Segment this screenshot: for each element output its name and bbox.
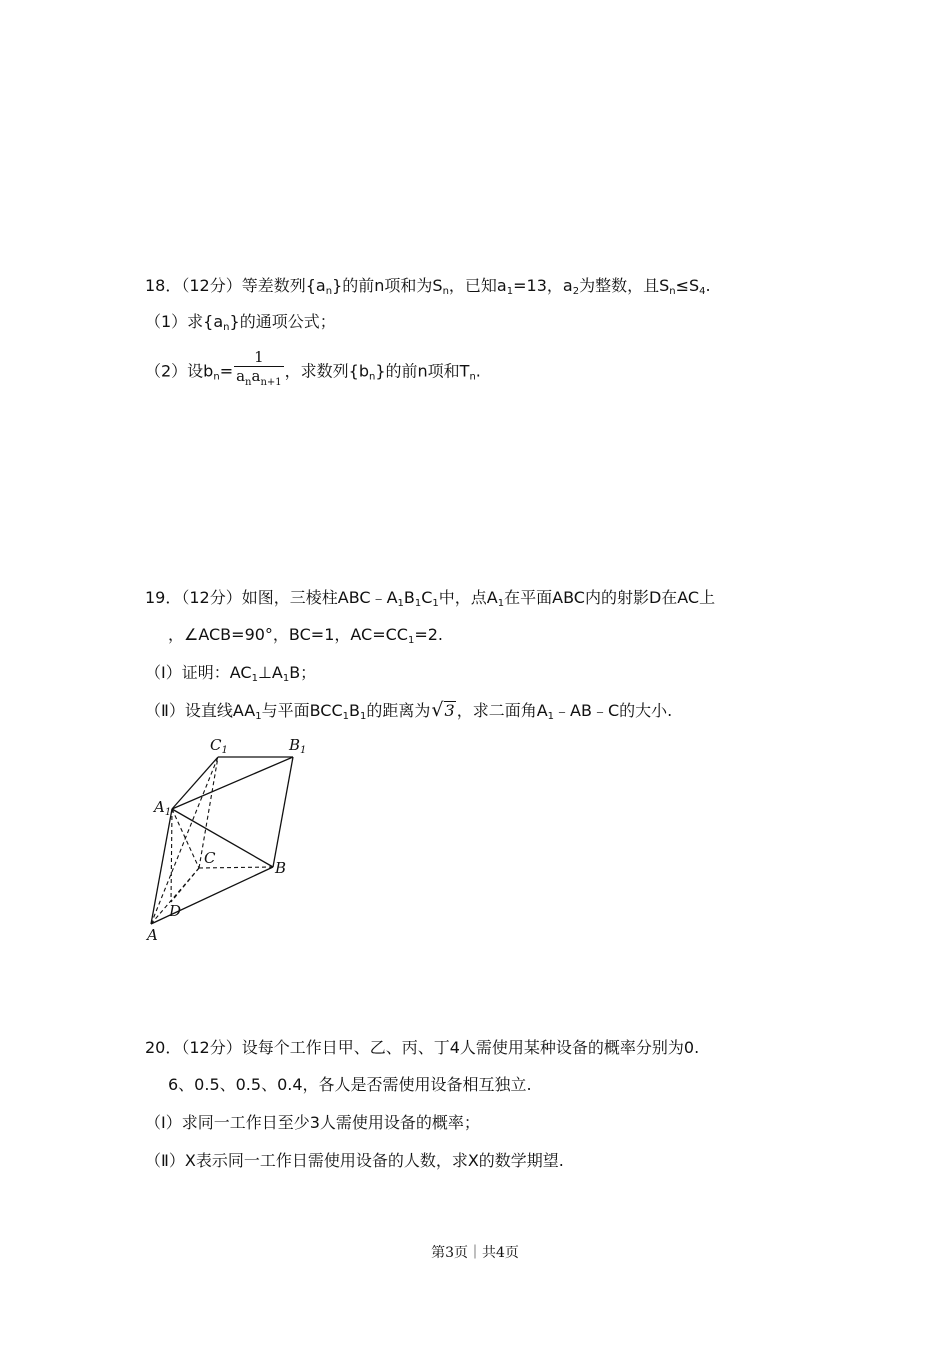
q18-score: （12分） — [181, 276, 242, 295]
label-B1: $B_1$ — [289, 736, 307, 756]
q20-part2: （Ⅱ）X表示同一工作日需使用设备的人数，求X的数学期望. — [145, 1151, 564, 1170]
q18-part1: （1）求$\{a_n\}$的通项公式； — [145, 312, 336, 333]
edge-CD — [171, 868, 199, 902]
label-A1: $A_1$ — [154, 798, 172, 818]
q19-stem-cont: ，∠ACB=90°，BC=1，$AC=CC_1=2$. — [168, 625, 444, 646]
edge-B1B — [273, 757, 293, 867]
q18-number: 18． — [145, 276, 182, 295]
q19-score: （12分） — [181, 588, 242, 607]
q20-stem: 20．（12分）设每个工作日甲、乙、丙、丁4人需使用某种设备的概率分别为0. — [145, 1038, 700, 1057]
edge-A1B — [172, 809, 273, 867]
q19-part1: （Ⅰ）证明：$AC_1\perp A_1B$； — [145, 663, 317, 684]
q19-stem: 19．（12分）如图，三棱柱$ABC﹣A_1B_1C_1$中，点$A_1$在平面ABC内的射影D在AC上 — [145, 588, 716, 609]
label-B: B — [275, 859, 287, 877]
q19-sqrt: √ 3 — [431, 699, 455, 721]
label-C1: $C_1$ — [210, 736, 228, 756]
q19-number: 19． — [145, 588, 182, 607]
q18-stem: 18．（12分）等差数列$\{a_n\}$的前n项和为$S_n$，已知$a_1=13$，$a_2$为整数，且$S_n\le S_4$. — [145, 276, 711, 297]
label-D: D — [169, 902, 182, 920]
edge-A1D — [171, 809, 172, 902]
q20-part1: （Ⅰ）求同一工作日至少3人需使用设备的概率； — [145, 1113, 480, 1132]
edge-A1B1 — [172, 757, 293, 809]
edge-A1C1 — [172, 757, 218, 809]
edge-CB — [199, 867, 273, 868]
label-C: C — [204, 849, 216, 867]
q18-part2: （2）设$b_n=$ $\frac{1}{a_na_{n+1}}$ ，求数列$\{b_n\}$的前n项和$T_n$. — [145, 350, 481, 394]
q20-score: （12分） — [181, 1038, 242, 1057]
prism-figure — [140, 732, 330, 947]
q20-stem-cont: 6、0.5、0.5、0.4，各人是否需使用设备相互独立. — [168, 1075, 532, 1094]
label-A: A — [147, 926, 158, 944]
q18-fraction: $\frac{1}{a_na_{n+1}}$ — [236, 348, 282, 388]
q19-part2: （Ⅱ）设直线$AA_1$与平面$BCC_1B_1$的距离为 √ 3 ，求二面角$A_1﹣AB﹣C$的大小. — [145, 699, 673, 722]
edge-AC1 — [151, 757, 218, 924]
q20-number: 20． — [145, 1038, 182, 1057]
page-footer: 第3页｜共4页 — [431, 1245, 519, 1261]
